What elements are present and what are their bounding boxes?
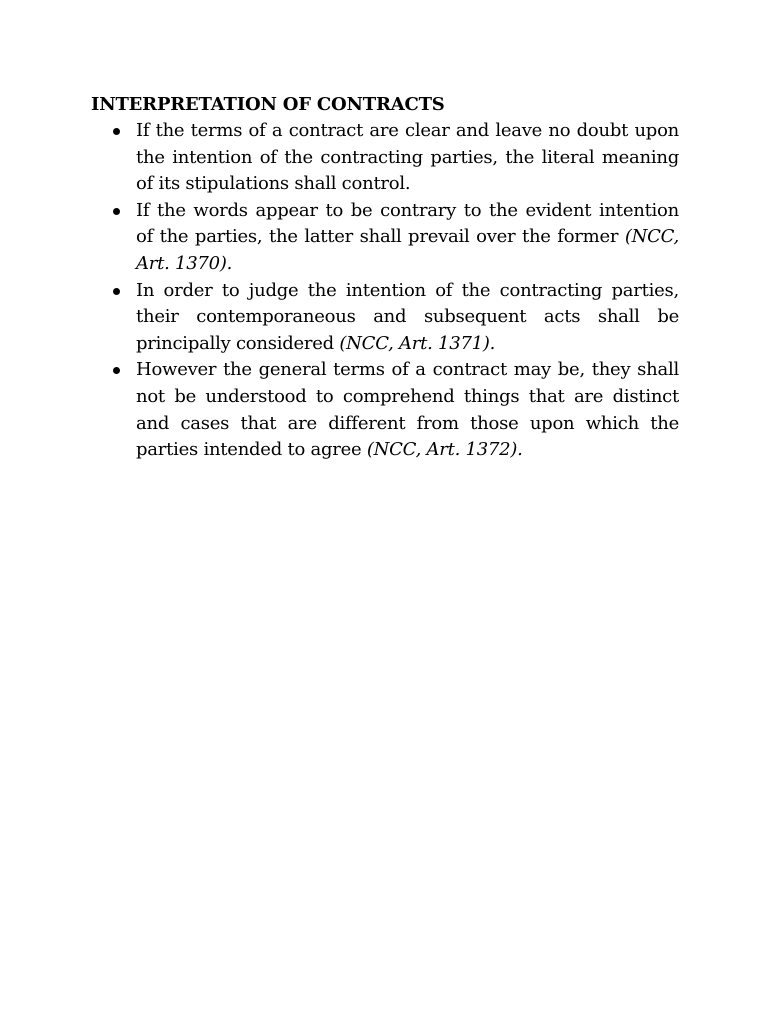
bullet-item-contemporaneous-acts [91,278,679,358]
bullet-text: If the words appear to be contrary to the evident intention of the parties, the latter shall prevail over the former [136,199,679,248]
bullet-list [91,118,679,464]
bullet-text: If the terms of a contract are clear and leave no doubt upon the intention of the contracting parties, the literal meaning of its stipulations shall control. [136,120,679,195]
legal-citation: (NCC, Art. 1372). [366,439,523,461]
legal-citation: (NCC, Art. 1371). [339,332,496,354]
bullet-dot-icon [113,288,120,295]
bullet-dot-icon [113,208,120,215]
document-content [91,92,679,464]
legal-citation: (NCC, Art. 1370). [136,226,679,274]
bullet-item-literal-meaning [91,118,679,198]
bullet-text: However the general terms of a contract may be, they shall not be understood to comprehend things that are distinct and cases that are different from those upon which the parties intended to agree [136,359,679,461]
bullet-dot-icon [113,367,120,374]
bullet-item-evident-intention [91,198,679,278]
bullet-text: In order to judge the intention of the contracting parties, their contemporaneous and subsequent acts shall be principally considered [136,279,679,354]
bullet-item-general-terms [91,357,679,463]
section-heading: INTERPRETATION OF CONTRACTS [91,94,445,115]
bullet-dot-icon [113,128,120,135]
